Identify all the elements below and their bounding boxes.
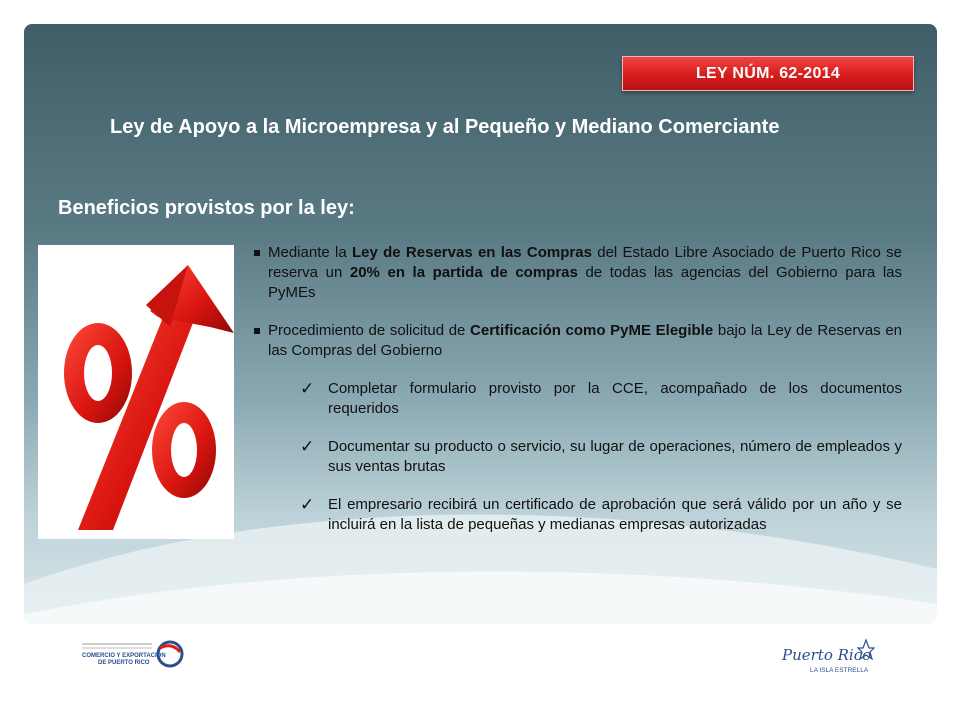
content-area (252, 243, 902, 553)
checklist-item: ✓ Documentar su producto o servicio, su lugar de operaciones, número de empleados y sus ventas brutas (300, 437, 902, 475)
law-number-label: LEY NÚM. 62-2014 (695, 64, 841, 82)
percent-growth-arrow-icon (38, 245, 234, 539)
checkmark-icon: ✓ (300, 495, 315, 514)
law-number-badge (622, 56, 914, 91)
puerto-rico-star-logo (780, 636, 875, 676)
percent-image (38, 245, 234, 539)
checkmark-icon: ✓ (300, 437, 315, 456)
puerto-rico-tagline: LA ISLA ESTRELLA (810, 667, 869, 674)
square-bullet-icon (254, 250, 260, 256)
square-bullet-icon (254, 328, 260, 334)
bullet-item: Mediante la Ley de Reservas en las Compras del Estado Libre Asociado de Puerto Rico se reserva un 20% en la partida de compras de todas las agencias del Gobierno para las PyMEs (252, 243, 902, 303)
slide-title: Ley de Apoyo a la Microempresa y al Pequeño y Mediano Comerciante (110, 116, 780, 138)
cce-logo-graphic (80, 636, 185, 672)
cce-logo (80, 636, 185, 677)
checklist-item: ✓ El empresario recibirá un certificado de aprobación que será válido por un año y se incluirá en la lista de pequeñas y medianas empresas autorizadas (300, 495, 902, 533)
bullet-item: Procedimiento de solicitud de Certificación como PyME Elegible bajo la Ley de Reservas en las Compras del Gobierno (252, 321, 902, 361)
puerto-rico-script: Puerto Rico (782, 646, 872, 664)
puerto-rico-logo (780, 636, 875, 681)
cce-logo-line2: DE PUERTO RICO (98, 660, 150, 666)
checklist-item: ✓ Completar formulario provisto por la CCE, acompañado de los documentos requeridos (300, 379, 902, 417)
section-heading: Beneficios provistos por la ley: (58, 197, 355, 219)
checkmark-icon: ✓ (300, 379, 315, 398)
cce-logo-line1: COMERCIO Y EXPORTACIÓN (82, 653, 166, 659)
